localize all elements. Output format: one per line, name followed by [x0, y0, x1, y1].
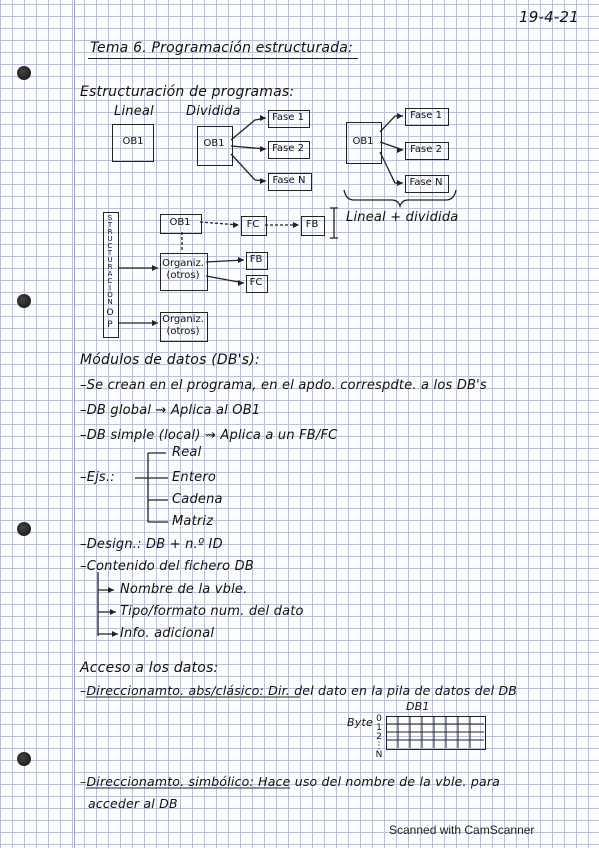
fc-label: FC: [246, 219, 260, 230]
struct-letter: R: [107, 263, 113, 271]
fase2-label: Fase 2: [272, 143, 304, 154]
arrowhead: [233, 222, 239, 228]
byte-index: N: [375, 750, 383, 760]
acceso-line-2: –Direccionamto. simbólico: Hace uso del nombre de la vble. para: [80, 774, 501, 789]
acceso-line-1: –Direccionamto. abs/clásico: Dir. del dato en la pila de datos del DB: [80, 683, 518, 698]
scanner-footer: Scanned with CamScanner: [389, 823, 535, 837]
fase1-label: Fase 1: [410, 110, 442, 121]
tree-line: [135, 453, 168, 522]
arrowhead: [260, 146, 266, 152]
acceso-line-2-cont: acceder al DB: [88, 796, 178, 811]
ob1-label: OB1: [352, 136, 374, 147]
arrowhead: [293, 222, 299, 228]
contenido-line: –Contenido del fichero DB: [80, 559, 254, 574]
byte-index: 2: [376, 732, 382, 742]
connector-line: [380, 152, 403, 183]
faseN-label: Fase N: [409, 177, 443, 188]
struct-letter: N: [107, 298, 113, 306]
struct-letter: C: [107, 277, 113, 285]
struct-letter: U: [107, 256, 113, 264]
byte-index: ⋮: [374, 741, 384, 751]
arrowhead: [260, 178, 266, 184]
arrowhead: [112, 631, 118, 637]
db-line-3: –DB simple (local) ⇝ Aplica a un FB/FC: [80, 428, 338, 443]
ob1-label: OB1: [122, 136, 144, 147]
db1-table-label: DB1: [406, 700, 430, 713]
op-letter: O: [106, 308, 114, 318]
table-grid: [386, 724, 484, 740]
connector-line: [231, 154, 266, 181]
struct-letter: A: [107, 270, 113, 278]
arrowhead: [238, 257, 244, 263]
struct-letter: S: [107, 214, 113, 222]
label-lineal-dividida: Lineal + dividida: [346, 210, 459, 225]
design-line: –Design.: DB + n.º ID: [80, 537, 223, 552]
fase2-label: Fase 2: [410, 144, 442, 155]
arrowhead: [397, 180, 403, 186]
connector-line: [380, 116, 403, 132]
struct-letter: I: [108, 284, 112, 292]
fb-label: FB: [305, 219, 319, 230]
ejemplo-item: Matriz: [172, 514, 214, 529]
byte-index: 0: [376, 714, 382, 724]
arrowhead: [152, 265, 158, 271]
ob1-label: OB1: [169, 217, 191, 228]
ejs-label: –Ejs.:: [80, 470, 115, 485]
arrowhead: [397, 113, 403, 119]
connector-line: [231, 118, 266, 140]
struct-letter: T: [107, 249, 113, 257]
ejemplo-item: Cadena: [172, 492, 223, 507]
bracket-line: [330, 208, 338, 238]
arrowhead: [397, 147, 403, 153]
fase1-label: Fase 1: [272, 112, 304, 123]
arrowhead: [152, 320, 158, 326]
label-dividida: Dividida: [186, 104, 241, 119]
section-heading-acceso: Acceso a los datos:: [80, 660, 219, 676]
fb-label: FB: [249, 254, 263, 265]
tree-line: [98, 572, 118, 636]
byte-label: Byte: [347, 716, 373, 729]
ejemplo-item: Real: [172, 445, 202, 460]
contenido-item: Nombre de la vble.: [120, 582, 248, 597]
struct-letter: U: [107, 235, 113, 243]
arrowhead: [260, 115, 266, 121]
struct-letter: C: [107, 242, 113, 250]
faseN-label: Fase N: [272, 175, 306, 186]
organiz-label: Organiz. (otros): [162, 258, 204, 281]
section-heading-modulos: Módulos de datos (DB's):: [80, 352, 260, 368]
ob1-label: OB1: [203, 138, 225, 149]
op-letter: P: [107, 320, 113, 330]
arrowhead: [108, 587, 114, 593]
db-line-1: –Se crean en el programa, en el apdo. correspdte. a los DB's: [80, 378, 487, 393]
fc-label: FC: [249, 277, 263, 288]
struct-letter: T: [107, 221, 113, 229]
arrowhead: [110, 609, 116, 615]
byte-index: 1: [376, 723, 382, 733]
brace-line: [344, 190, 456, 206]
struct-letter: R: [107, 228, 113, 236]
db-line-2: –DB global ⇝ Aplica al OB1: [80, 403, 261, 418]
date: 19-4-21: [519, 8, 579, 26]
label-lineal: Lineal: [114, 104, 154, 119]
organiz-label: Organiz. (otros): [162, 314, 204, 337]
page-title: Tema 6. Programación estructurada:: [90, 40, 353, 56]
arrowhead: [238, 280, 244, 286]
ejemplo-item: Entero: [172, 470, 217, 485]
section-heading-estructuracion: Estructuración de programas:: [80, 84, 295, 100]
contenido-item: Tipo/formato num. del dato: [120, 604, 304, 619]
struct-letter: Ó: [107, 291, 113, 299]
contenido-item: Info. adicional: [120, 626, 215, 641]
